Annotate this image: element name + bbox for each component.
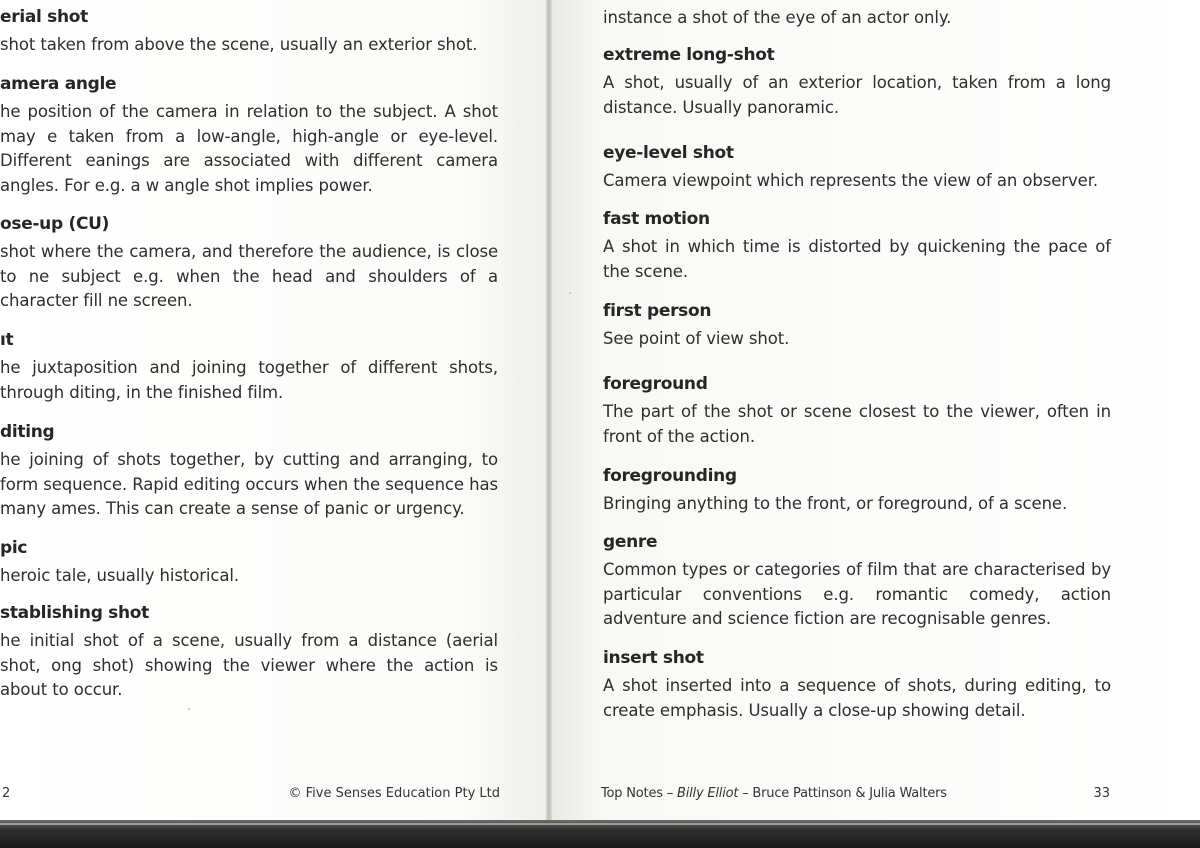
glossary-term: ıt	[0, 330, 14, 350]
scanner-edge-shadow	[0, 820, 1200, 848]
footer-title-suffix: – Bruce Pattinson & Julia Walters	[738, 786, 947, 801]
glossary-term: fast motion	[603, 209, 710, 229]
glossary-definition: shot taken from above the scene, usually an exterior shot.	[0, 35, 478, 54]
glossary-term: insert shot	[603, 648, 704, 668]
glossary-entry	[0, 214, 498, 314]
glossary-term: pic	[0, 538, 28, 558]
glossary-entry	[0, 422, 498, 522]
glossary-definition: The part of the shot or scene closest to the viewer, often in front of the action.	[603, 402, 1111, 446]
glossary-entry	[603, 532, 1111, 632]
copyright-footer: © Five Senses Education Pty Ltd	[288, 786, 500, 801]
glossary-entry	[0, 7, 498, 58]
glossary-definition: he joining of shots together, by cutting and arranging, to form sequence. Rapid editing occurs when the sequence has many ames. This can create a sense of panic or urgency.	[0, 450, 498, 518]
glossary-entry	[0, 538, 498, 589]
continuation-text: instance a shot of the eye of an actor only.	[603, 8, 952, 27]
paper-speck	[569, 292, 571, 294]
glossary-entry	[603, 143, 1111, 194]
glossary-term: extreme long-shot	[603, 45, 775, 65]
glossary-definition: A shot in which time is distorted by quickening the pace of the scene.	[603, 237, 1111, 281]
scanner-edge-highlight	[0, 823, 1200, 825]
glossary-definition: A shot, usually of an exterior location, taken from a long distance. Usually panoramic.	[603, 73, 1111, 117]
glossary-definition: Camera viewpoint which represents the view of an observer.	[603, 171, 1099, 190]
glossary-term: genre	[603, 532, 658, 552]
glossary-definition: See point of view shot.	[603, 329, 790, 348]
glossary-definition: he initial shot of a scene, usually from a distance (aerial shot, ong shot) showing the viewer where the action is about to occur.	[0, 631, 498, 699]
glossary-entry	[603, 374, 1111, 449]
glossary-entry	[603, 466, 1111, 517]
glossary-term: ose-up (CU)	[0, 214, 110, 234]
glossary-entry	[603, 301, 1111, 352]
glossary-term: first person	[603, 301, 712, 321]
glossary-definition: A shot inserted into a sequence of shots, during editing, to create emphasis. Usually a close-up showing detail.	[603, 676, 1111, 720]
paper-speck	[188, 708, 190, 710]
glossary-term: erial shot	[0, 7, 88, 27]
page-number: 2	[2, 786, 11, 801]
glossary-definition: he position of the camera in relation to the subject. A shot may e taken from a low-angle, high-angle or eye-level. Different eanings are associated with different camera angles. For e.g. a w angle shot implies power.	[0, 102, 498, 195]
glossary-entry	[0, 603, 498, 703]
book-title-footer	[601, 786, 947, 801]
glossary-term: diting	[0, 422, 55, 442]
footer-title-italic: Billy Elliot	[676, 786, 739, 801]
glossary-entry	[603, 209, 1111, 284]
glossary-term: amera angle	[0, 74, 117, 94]
glossary-definition: he juxtaposition and joining together of different shots, through diting, in the finished film.	[0, 358, 498, 402]
glossary-term: foreground	[603, 374, 708, 394]
glossary-term: stablishing shot	[0, 603, 150, 623]
left-page	[0, 0, 548, 820]
glossary-entry	[0, 74, 498, 198]
page-number: 33	[1093, 786, 1110, 801]
glossary-entry	[603, 648, 1111, 723]
glossary-entry	[603, 45, 1111, 120]
glossary-definition: Bringing anything to the front, or foreground, of a scene.	[603, 494, 1068, 513]
footer-title-prefix: Top Notes –	[601, 786, 677, 801]
glossary-definition: heroic tale, usually historical.	[0, 566, 240, 585]
glossary-term: eye-level shot	[603, 143, 734, 163]
right-page	[552, 0, 1200, 820]
glossary-definition: Common types or categories of film that are characterised by particular conventions e.g. romantic comedy, action adventure and science fiction are recognisable genres.	[603, 560, 1111, 628]
glossary-definition: shot where the camera, and therefore the audience, is close to ne subject e.g. when the head and shoulders of a character fill ne screen.	[0, 242, 498, 310]
glossary-entry	[0, 330, 498, 405]
glossary-term: foregrounding	[603, 466, 737, 486]
